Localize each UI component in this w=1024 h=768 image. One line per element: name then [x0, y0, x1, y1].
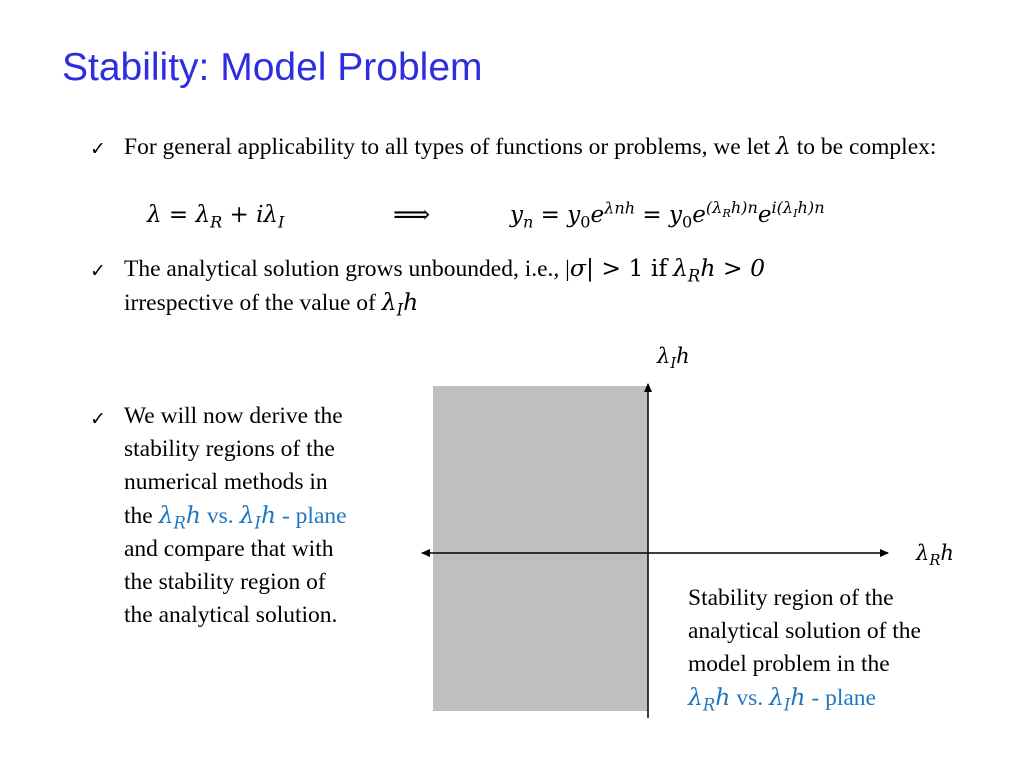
- real-axis-label: $\lambda_Rh$: [916, 541, 954, 570]
- bullet-1-text: For general applicability to all types of functions or problems, we let λ to be complex:: [124, 132, 937, 160]
- check-icon: ✓: [90, 260, 106, 282]
- slide-title: Stability: Model Problem: [62, 46, 483, 89]
- check-icon: ✓: [90, 408, 106, 430]
- bullet-2-text: The analytical solution grows unbounded, i.e., |σ| > 1 if $\lambda_Rh > 0$ irrespective of the value of $\lambda_Ih$: [124, 254, 766, 320]
- analytical-solution-equation: $y_n = y_0e^{\lambda nh} = y_0e^{(\lambda_Rh)n}e^{i(\lambda_Ih)n}$: [510, 198, 825, 232]
- check-icon: ✓: [90, 138, 106, 160]
- implies-symbol: ⟹: [393, 200, 431, 230]
- bullet-3-text: We will now derive the stability regions of the numerical methods in the $\lambda_Rh$ vs. $\lambda_Ih$ - plane and compare that with the stability region of the analytical solution.: [124, 403, 347, 628]
- diagram-caption: Stability region of the analytical solution of the model problem in the $\lambda_Rh$ vs. $\lambda_Ih$ - plane: [688, 585, 921, 715]
- lambda-definition: $\lambda = \lambda_R + i\lambda_I$: [147, 202, 285, 232]
- imaginary-axis-label: $\lambda_Ih$: [657, 344, 690, 373]
